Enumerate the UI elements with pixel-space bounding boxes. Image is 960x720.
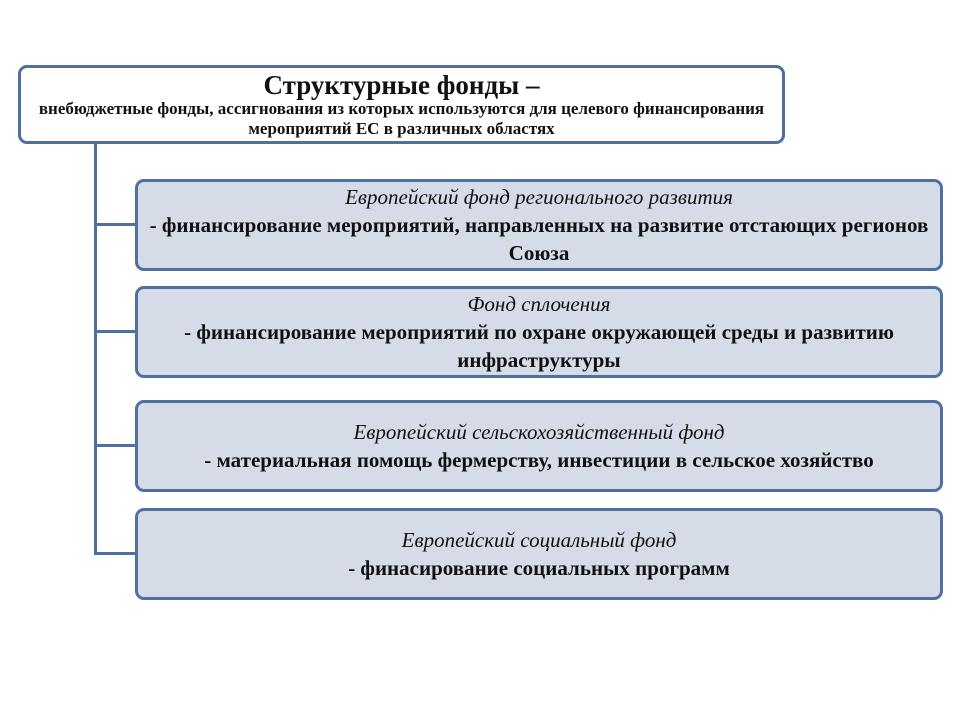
structural-funds-header-box: [18, 65, 785, 144]
connector-branch-4: [94, 552, 136, 555]
fund-box-cohesion: [135, 286, 943, 378]
connector-branch-2: [94, 330, 136, 333]
fund-name: Европейский фонд регионального развития: [345, 184, 733, 209]
connector-branch-1: [94, 223, 136, 226]
fund-description: - материальная помощь фермерству, инвестиции в сельское хозяйство: [204, 447, 874, 472]
fund-description: - финансирование мероприятий, направленных на развитие отстающих регионов Союза: [149, 212, 929, 265]
fund-box-regional-development: [135, 179, 943, 271]
header-title: Структурные фонды –: [263, 69, 540, 100]
connector-branch-3: [94, 444, 136, 447]
fund-name: Европейский сельскохозяйственный фонд: [353, 419, 725, 444]
connector-trunk: [94, 143, 97, 555]
fund-box-agricultural: [135, 400, 943, 492]
fund-name: Фонд сплочения: [467, 291, 611, 316]
fund-box-social: [135, 508, 943, 600]
fund-description: - финасирование социальных программ: [348, 555, 730, 580]
fund-description: - финансирование мероприятий по охране окружающей среды и развитию инфраструктуры: [184, 319, 894, 372]
fund-name: Европейский социальный фонд: [401, 527, 677, 552]
header-subtitle: внебюджетные фонды, ассигнования из которых используются для целевого финансирования мероприятий ЕС в различных областях: [38, 98, 765, 138]
